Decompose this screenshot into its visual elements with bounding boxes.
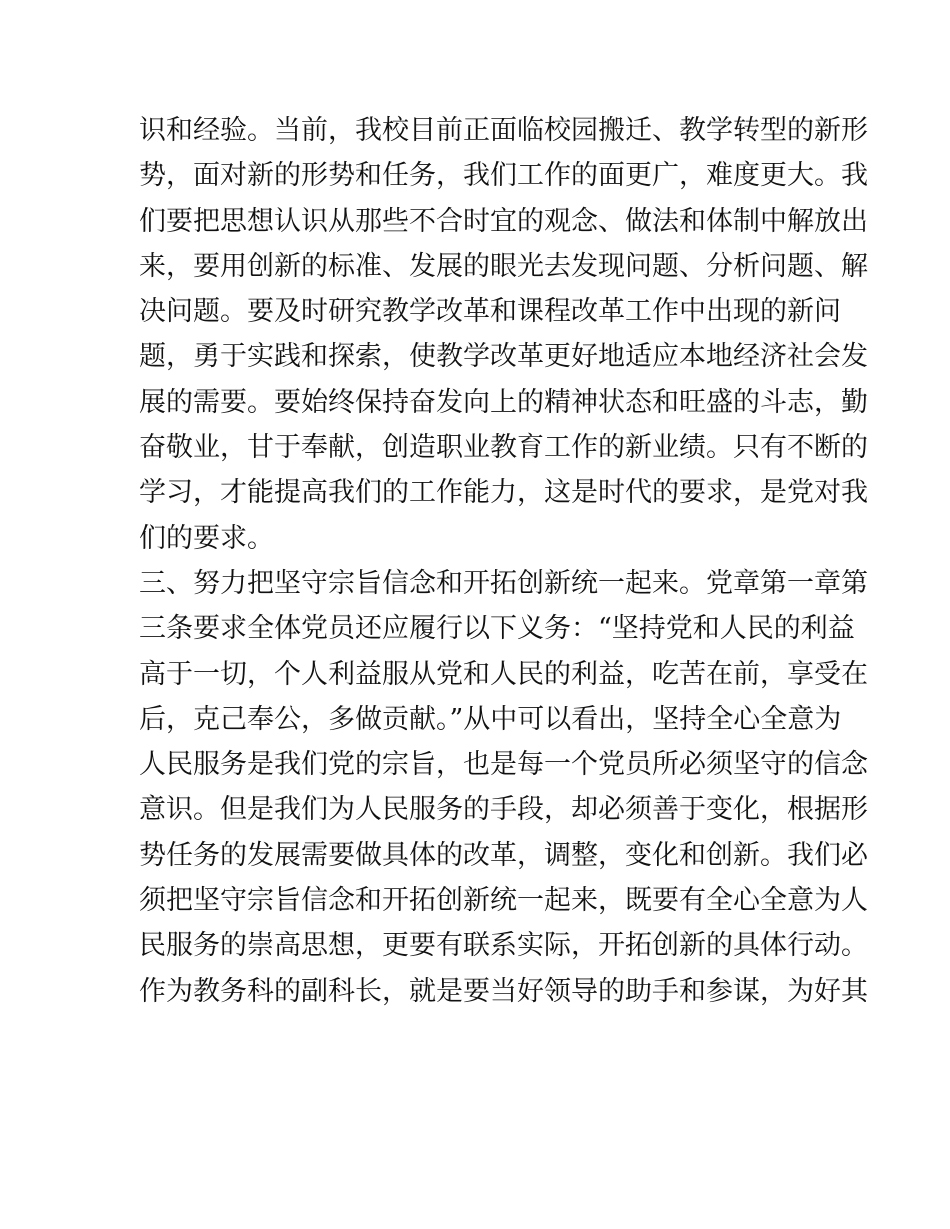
text-line: 意识。但是我们为人民服务的手段，却必须善于变化，根据形	[139, 794, 868, 826]
text-line: 来，要用创新的标准、发展的眼光去发现问题、分析问题、解	[139, 250, 868, 282]
text-line: 展的需要。要始终保持奋发向上的精神状态和旺盛的斗志，勤	[139, 386, 868, 418]
text-line: 学习，才能提高我们的工作能力，这是时代的要求，是党对我	[139, 477, 868, 509]
text-line: 后，克己奉公，多做贡献。”从中可以看出，坚持全心全意为	[139, 703, 842, 735]
text-line: 三条要求全体党员还应履行以下义务：“坚持党和人民的利益	[139, 613, 855, 645]
text-line: 们的要求。	[139, 522, 274, 554]
text-line: 人民服务是我们党的宗旨，也是每一个党员所必须坚守的信念	[139, 749, 868, 781]
text-line: 们要把思想认识从那些不合时宜的观念、做法和体制中解放出	[139, 205, 868, 237]
text-line: 势，面对新的形势和任务，我们工作的面更广，难度更大。我	[139, 160, 868, 192]
section-heading-line: 三、努力把坚守宗旨信念和开拓创新统一起来。党章第一章第	[139, 567, 868, 599]
text-line: 须把坚守宗旨信念和开拓创新统一起来，既要有全心全意为人	[139, 885, 868, 917]
body-text	[139, 108, 868, 1014]
text-line: 题，勇于实践和探索，使教学改革更好地适应本地经济社会发	[139, 341, 868, 373]
text-line: 奋敬业，甘于奉献，创造职业教育工作的新业绩。只有不断的	[139, 432, 868, 464]
text-line: 民服务的崇高思想，更要有联系实际，开拓创新的具体行动。	[139, 930, 868, 962]
text-line: 决问题。要及时研究教学改革和课程改革工作中出现的新问	[139, 296, 841, 328]
text-line: 高于一切，个人利益服从党和人民的利益，吃苦在前，享受在	[139, 658, 868, 690]
text-line: 识和经验。当前，我校目前正面临校园搬迁、教学转型的新形	[139, 115, 868, 146]
text-line: 势任务的发展需要做具体的改革，调整，变化和创新。我们必	[139, 839, 868, 871]
text-line: 作为教务科的副科长，就是要当好领导的助手和参谋，为好其	[139, 975, 868, 1007]
